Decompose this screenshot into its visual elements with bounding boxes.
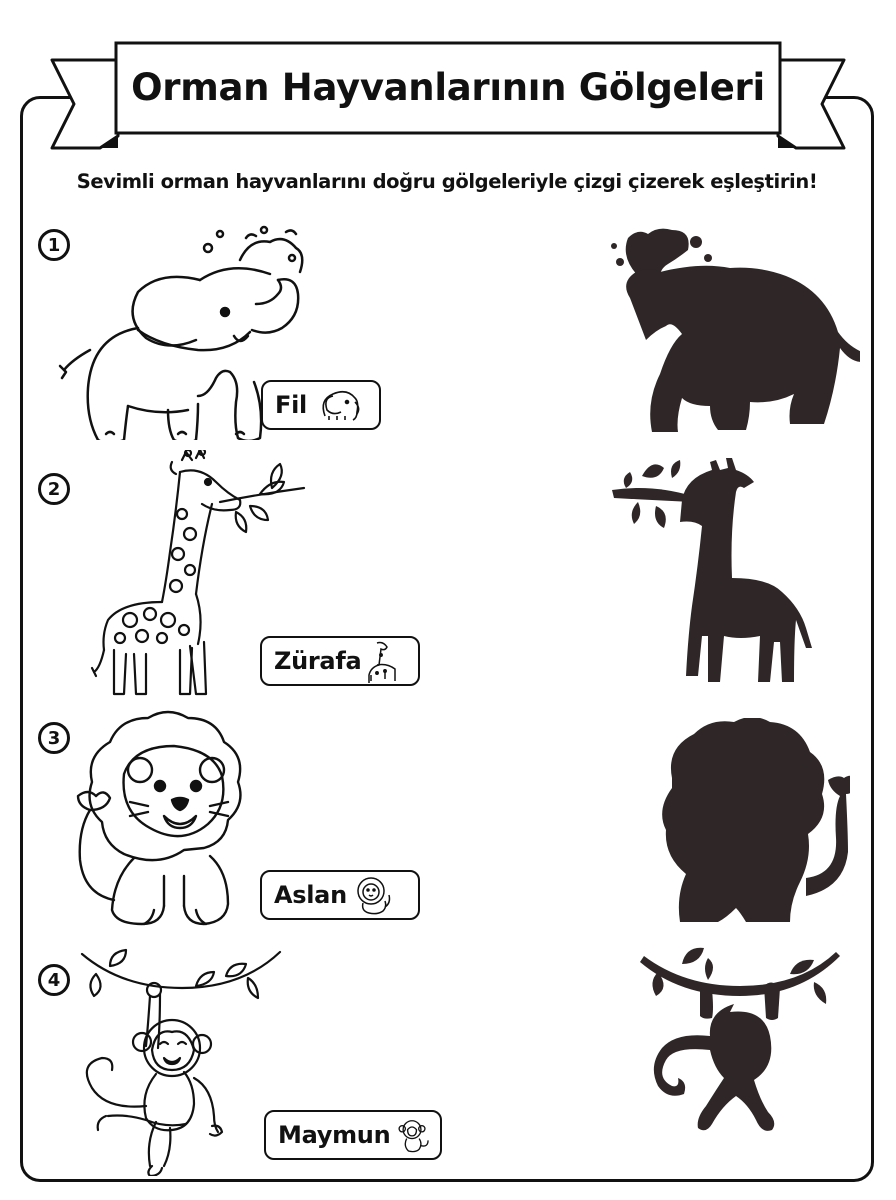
item-number-2: 2 [38,473,70,505]
label-text: Fil [275,391,307,419]
lion-icon [353,875,393,915]
instruction-text: Sevimli orman hayvanlarını doğru gölgeleriyle çizgi çizerek eşleştirin! [76,170,818,193]
label-card-4[interactable] [264,1110,442,1160]
label-card-1[interactable] [261,380,381,430]
page-title: Orman Hayvanlarının Gölgeleri [131,65,765,109]
elephant-icon [313,386,363,424]
label-card-2[interactable] [260,636,420,686]
elephant-shadow[interactable] [600,218,860,440]
lion-drawing[interactable] [64,710,264,930]
label-text: Aslan [274,881,347,909]
label-text: Zürafa [274,647,362,675]
item-number-4: 4 [38,964,70,996]
lion-shadow[interactable] [650,718,850,928]
monkey-icon [396,1115,432,1155]
giraffe-shadow[interactable] [612,454,832,700]
label-text: Maymun [278,1121,391,1149]
item-number-1: 1 [38,229,70,261]
monkey-drawing[interactable] [76,946,284,1176]
monkey-shadow[interactable] [640,946,850,1160]
item-number-3: 3 [38,722,70,754]
label-card-3[interactable] [260,870,420,920]
giraffe-icon [367,639,407,683]
